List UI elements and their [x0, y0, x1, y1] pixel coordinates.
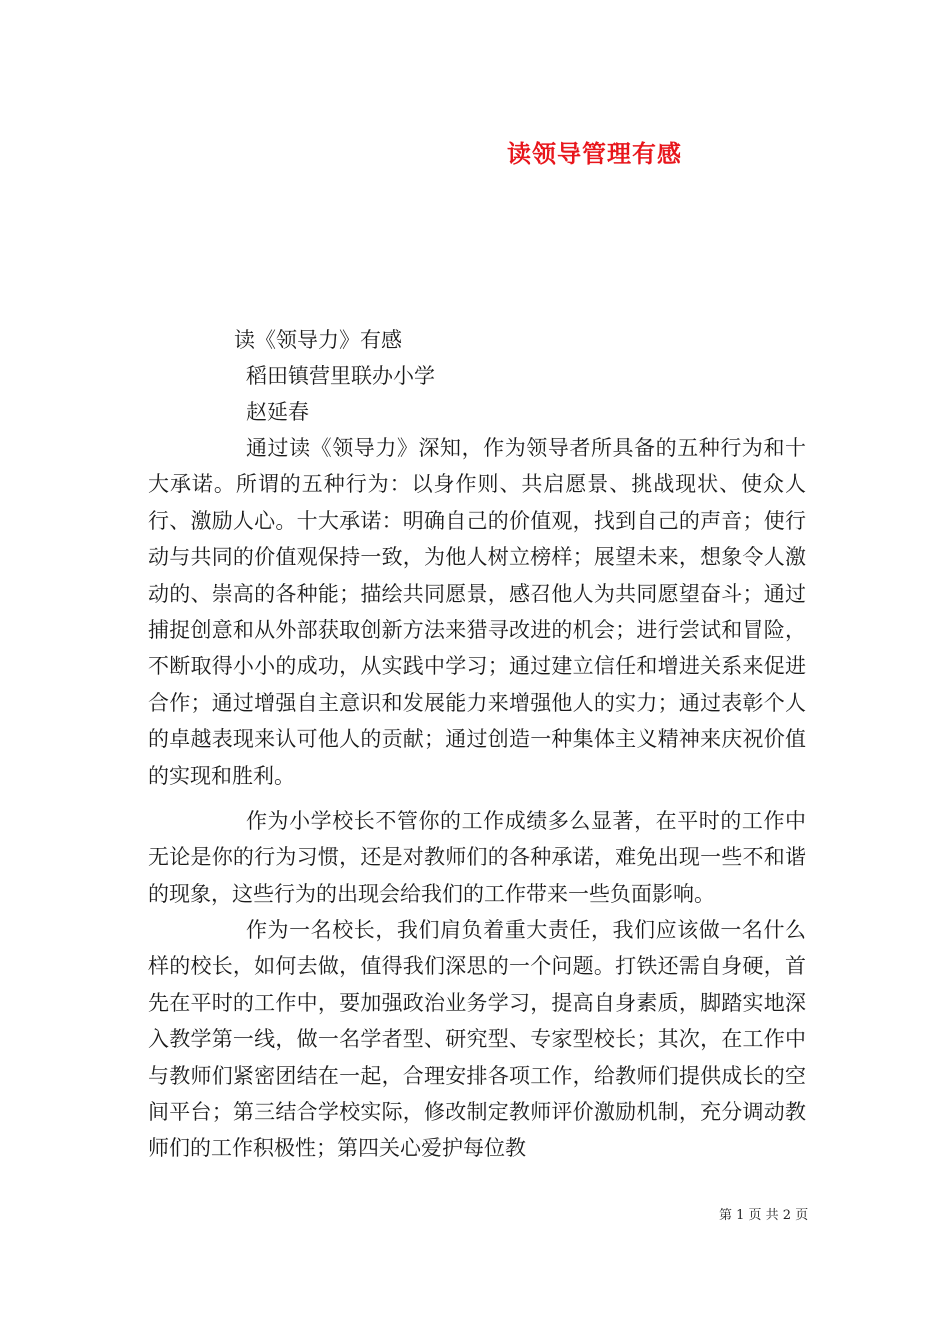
- author-name: 赵延春: [246, 400, 309, 424]
- article-subtitle: 读《领导力》有感: [234, 328, 402, 352]
- body-paragraph: 作为小学校长不管你的工作成绩多么显著，在平时的工作中无论是你的行为习惯，还是对教师们的各种承诺，难免出现一些不和谐的现象，这些行为的出现会给我们的工作带来一些负面影响。: [148, 809, 806, 906]
- body-paragraph: 作为一名校长，我们肩负着重大责任，我们应该做一名什么样的校长，如何去做，值得我们深思的一个问题。打铁还需自身硬，首先在平时的工作中，要加强政治业务学习，提高自身素质，脚踏实地深入教学第一线，做一名学者型、研究型、专家型校长；其次，在工作中与教师们紧密团结在一起，合理安排各项工作，给教师们提供成长的空间平台；第三结合学校实际，修改制定教师评价激励机制，充分调动教师们的工作积极性；第四关心爱护每位教: [148, 918, 806, 1161]
- school-name: 稻田镇营里联办小学: [246, 364, 435, 388]
- page-number: 第 1 页 共 2 页: [719, 1208, 809, 1223]
- document-title: 读领导管理有感: [507, 139, 682, 168]
- body-paragraph: 通过读《领导力》深知，作为领导者所具备的五种行为和十大承诺。所谓的五种行为：以身作则、共启愿景、挑战现状、使众人行、激励人心。十大承诺：明确自己的价值观，找到自己的声音；使行动与共同的价值观保持一致，为他人树立榜样；展望未来，想象令人激动的、崇高的各种能；描绘共同愿景，感召他人为共同愿望奋斗；通过捕捉创意和从外部获取创新方法来猎寻改进的机会；进行尝试和冒险，不断取得小小的成功，从实践中学习；通过建立信任和增进关系来促进合作；通过增强自主意识和发展能力来增强他人的实力；通过表彰个人的卓越表现来认可他人的贡献；通过创造一种集体主义精神来庆祝价值的实现和胜利。: [148, 436, 806, 788]
